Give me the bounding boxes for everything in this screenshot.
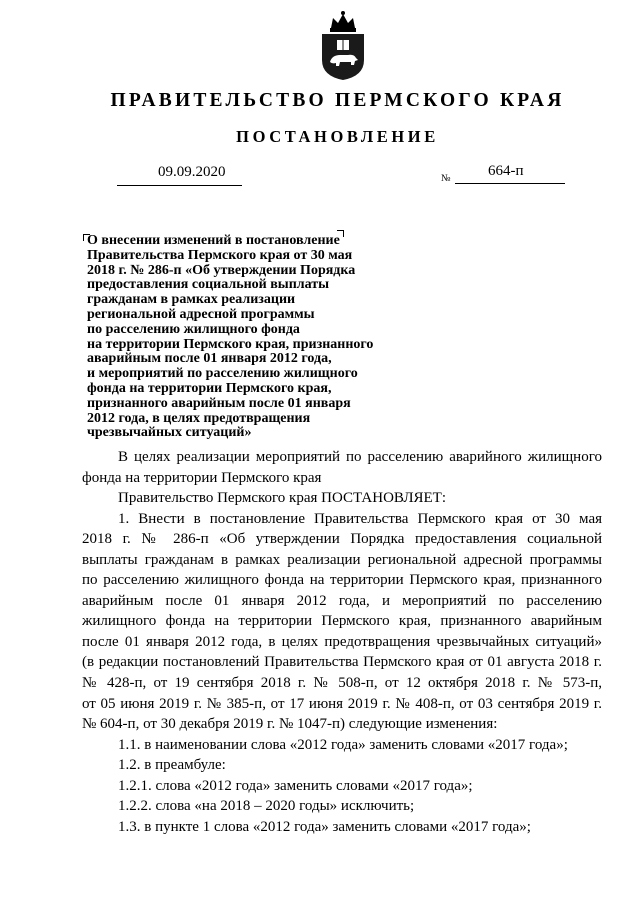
date-underline	[117, 185, 242, 186]
perm-krai-coat-of-arms-icon	[318, 10, 368, 82]
body-line: 1.2.1. слова «2012 года» заменить словами «2017 года»;	[118, 777, 473, 794]
subject-line: Правительства Пермского края от 30 мая	[87, 247, 353, 263]
body-line: 1.1. в наименовании слова «2012 года» заменить словами «2017 года»;	[118, 736, 568, 753]
body-line: № 604-п, от 30 декабря 2019 г. № 1047-п) следующие изменения:	[82, 716, 498, 733]
body-line: 1. Внести в постановление Правительства Пермского края от 30 мая	[118, 510, 602, 527]
body-line: жилищного фонда на территории Пермского края, признанного аварийным	[82, 613, 602, 630]
subject-line: 2012 года, в целях предотвращения	[87, 410, 311, 426]
document-body	[82, 447, 602, 837]
body-line: от 05 июня 2019 г. № 385-п, от 17 июня 2019 г. № 408-п, от 03 сентября 2019 г.	[82, 695, 602, 712]
body-line: 1.2. в преамбуле:	[118, 757, 226, 774]
document-subject	[87, 234, 407, 441]
government-title: ПРАВИТЕЛЬСТВО ПЕРМСКОГО КРАЯ	[110, 90, 565, 111]
body-line: по расселению жилищного фонда на территории Пермского края, признанного	[82, 572, 602, 589]
subject-line: на территории Пермского края, признанного	[87, 336, 374, 352]
subject-line: и мероприятий по расселению жилищного	[87, 366, 358, 382]
subject-line: гражданам в рамках реализации	[87, 292, 296, 308]
subject-line: региональной адресной программы	[87, 306, 315, 322]
body-line: фонда на территории Пермского края	[82, 469, 322, 486]
subject-line: признанного аварийным после 01 января	[87, 395, 351, 411]
number-underline	[455, 183, 565, 184]
body-line: Правительство Пермского края ПОСТАНОВЛЯЕТ:	[118, 490, 447, 507]
body-line: 2018 г. № 286-п «Об утверждении Порядка предоставления социальной	[82, 531, 602, 548]
body-line: после 01 января 2012 года, в целях предотвращения чрезвычайных ситуаций»	[82, 633, 602, 650]
body-line: (в редакции постановлений Правительства Пермского края от 01 августа 2018 г.	[82, 654, 602, 671]
subject-line: фонда на территории Пермского края,	[87, 380, 332, 396]
body-line: 1.3. в пункте 1 слова «2012 года» заменить словами «2017 года»;	[118, 818, 531, 835]
body-line: 1.2.2. слова «на 2018 – 2020 годы» исключить;	[118, 798, 415, 815]
body-line: выплаты гражданам в рамках реализации региональной адресной программы	[82, 551, 602, 568]
subject-line: 2018 г. № 286-п «Об утверждении Порядка	[87, 262, 356, 278]
subject-line: аварийным после 01 января 2012 года,	[87, 351, 332, 367]
body-line: аварийным после 01 января 2012 года, и мероприятий по расселению	[82, 592, 602, 609]
document-type: ПОСТАНОВЛЕНИЕ	[236, 127, 439, 146]
body-line: № 428-п, от 19 сентября 2018 г. № 508-п, от 12 октября 2018 г. № 573-п,	[82, 675, 602, 692]
document-date: 09.09.2020	[158, 164, 226, 180]
number-sign: №	[441, 173, 451, 184]
body-line: В целях реализации мероприятий по расселению аварийного жилищного	[118, 449, 602, 465]
subject-line: предоставления социальной выплаты	[87, 277, 330, 293]
subject-line: чрезвычайных ситуаций»	[87, 425, 252, 441]
subject-line: по расселению жилищного фонда	[87, 321, 300, 337]
document-number: 664-п	[488, 163, 524, 179]
subject-line: О внесении изменений в постановление	[87, 233, 340, 248]
